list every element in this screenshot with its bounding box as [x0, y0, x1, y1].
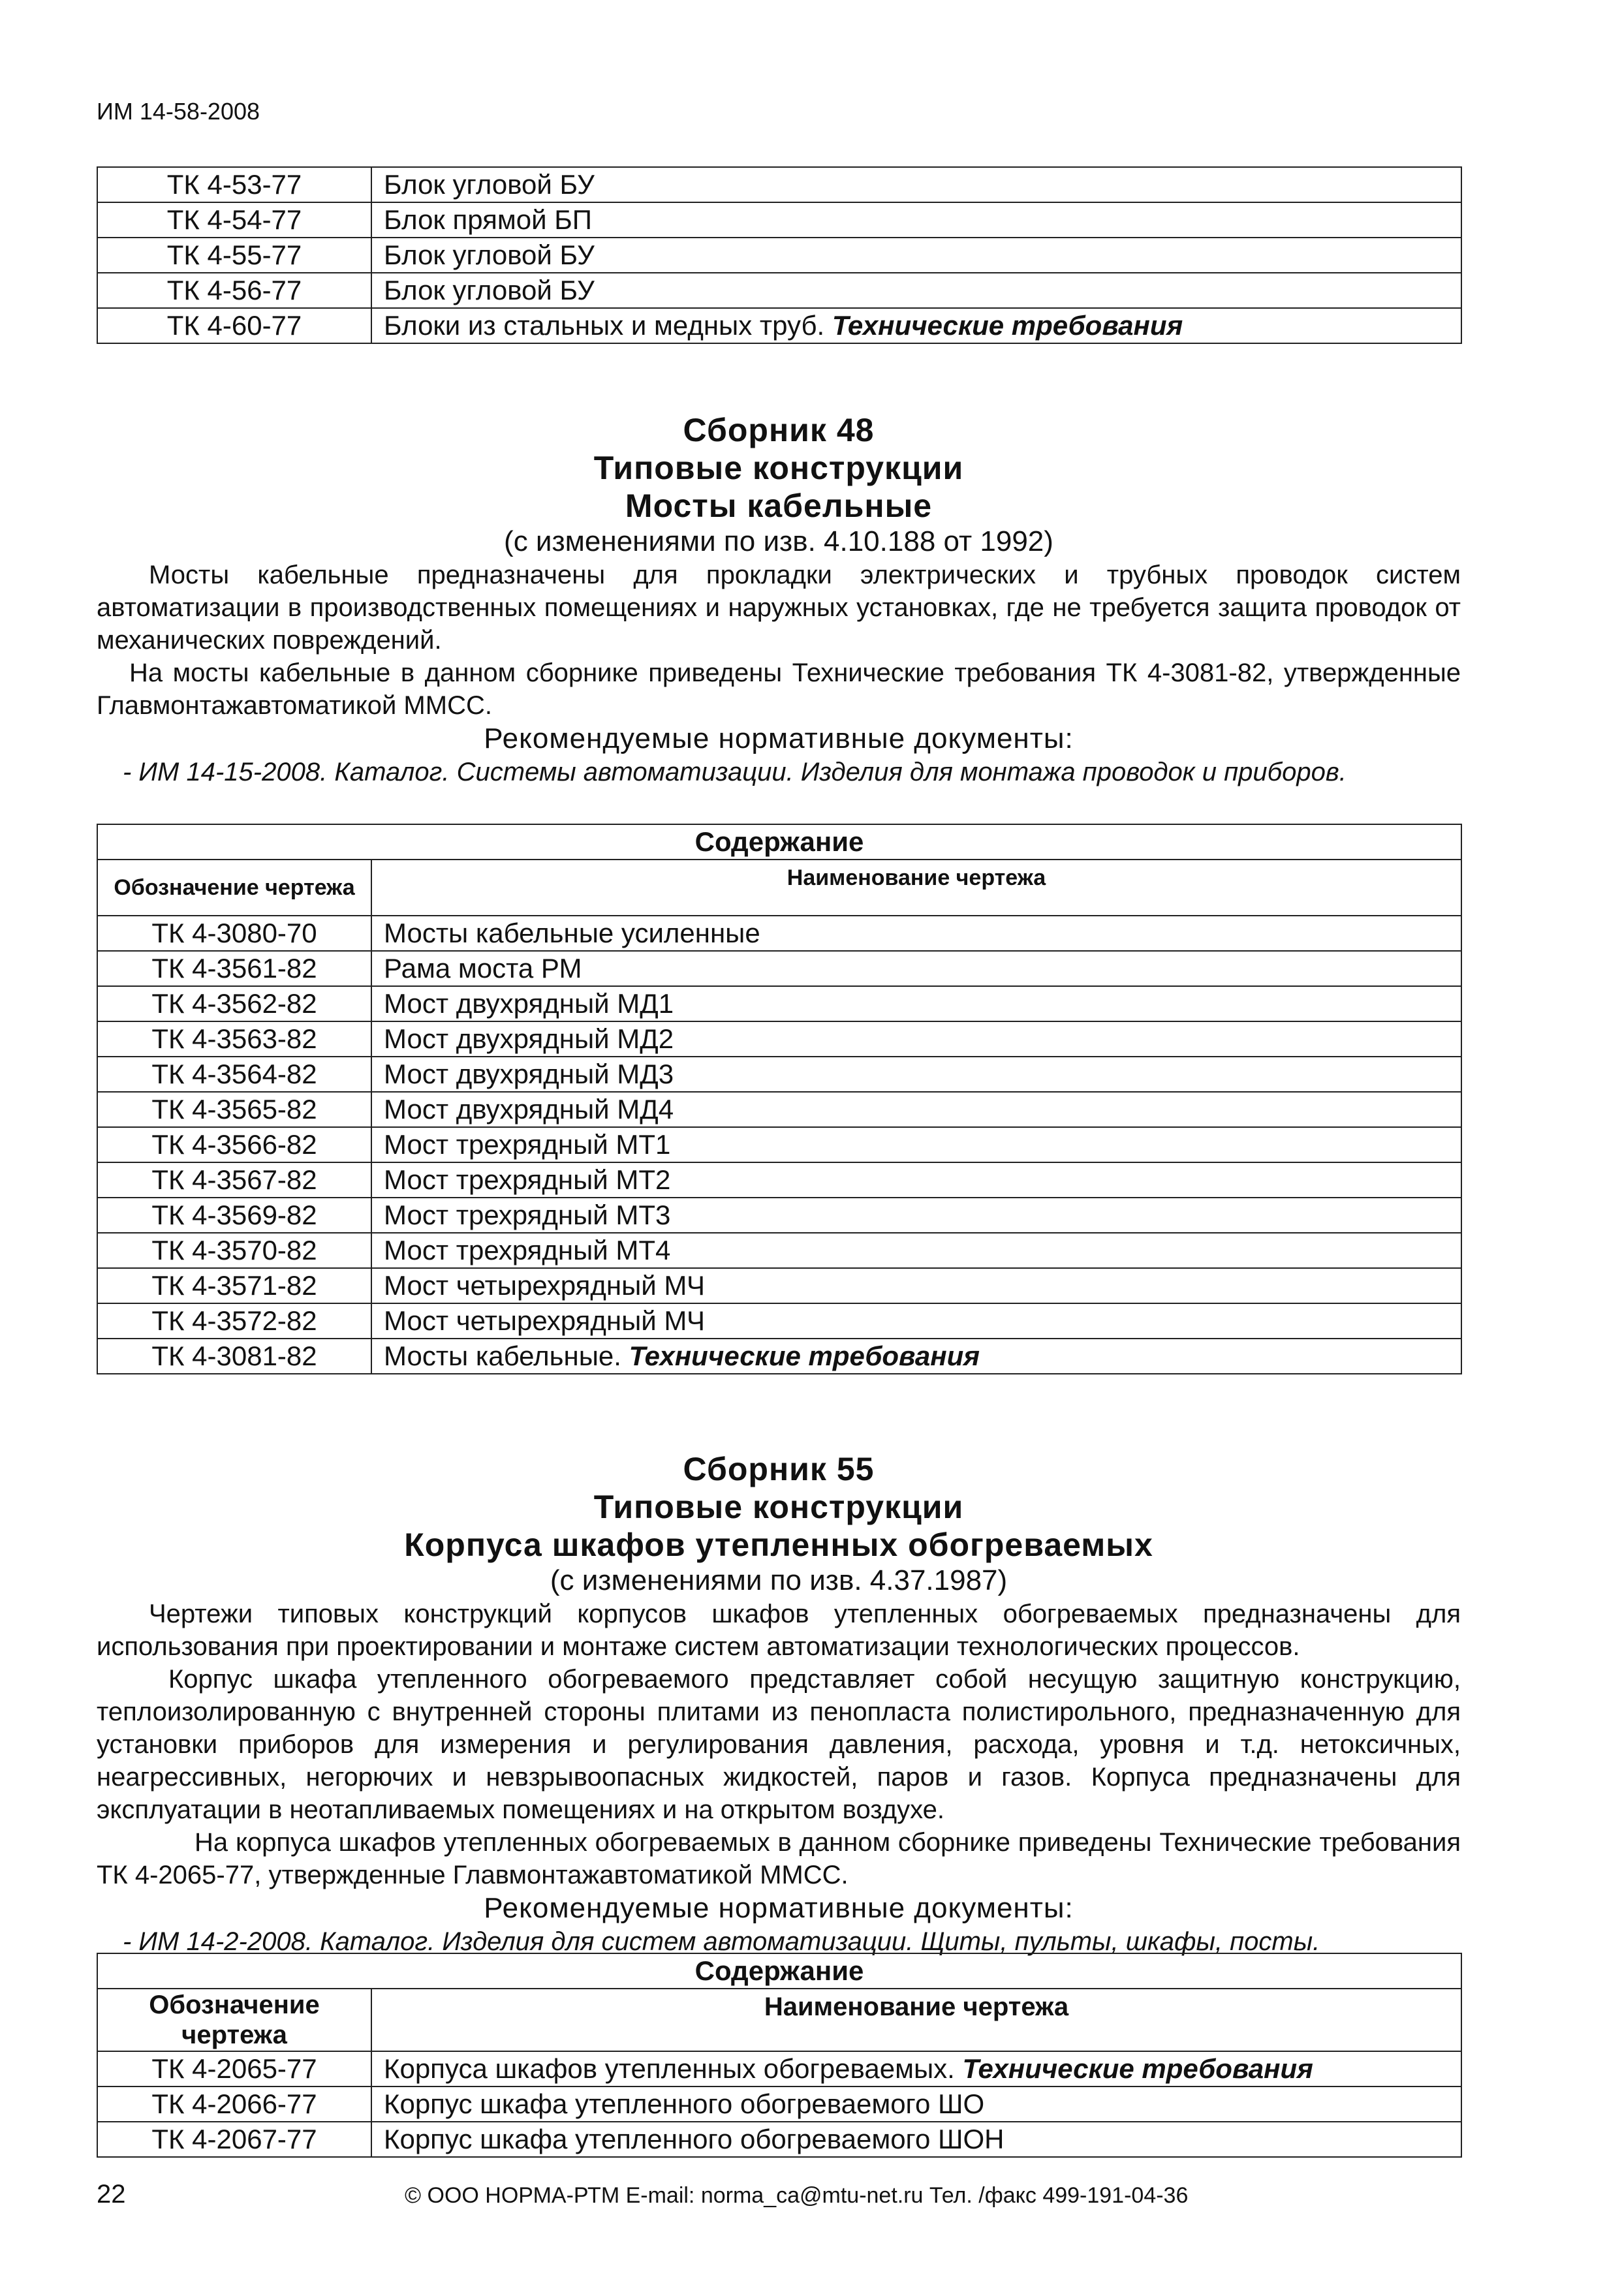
drawing-name	[371, 1303, 1461, 1339]
drawing-name-text: Блок прямой БП	[384, 204, 592, 235]
drawing-name	[371, 167, 1461, 202]
drawing-code: ТК 4-3081-82	[97, 1339, 371, 1374]
table-row	[97, 1233, 1461, 1268]
section-55-name: Корпуса шкафов утепленных обогреваемых	[404, 1527, 1153, 1563]
drawing-name-text: Рама моста РМ	[384, 953, 582, 984]
section-55-changes: (с изменениями по изв. 4.37.1987)	[550, 1564, 1008, 1596]
drawing-code: ТК 4-3570-82	[97, 1233, 371, 1268]
table-row	[97, 1092, 1461, 1127]
drawing-name-text: Корпуса шкафов утепленных обогреваемых.	[384, 2053, 963, 2084]
drawing-name	[371, 238, 1461, 273]
section-48-requirements: На мосты кабельные в данном сборнике приведены Технические требования ТК 4-3081-82, утвержденные Главмонтажавтоматикой ММСС.	[97, 659, 1461, 720]
drawing-name-text: Мост двухрядный МД4	[384, 1094, 674, 1125]
table-row	[97, 986, 1461, 1021]
table-row	[97, 2087, 1461, 2122]
drawing-code: ТК 4-3567-82	[97, 1162, 371, 1198]
drawing-name	[371, 1127, 1461, 1162]
drawing-name	[371, 1162, 1461, 1198]
table-row	[97, 167, 1461, 202]
drawing-name	[371, 1339, 1461, 1374]
section-48-rec-doc: - ИМ 14-15-2008. Каталог. Системы автоматизации. Изделия для монтажа проводок и приборов.	[123, 758, 1347, 786]
drawing-name-text: Блок угловой БУ	[384, 240, 595, 270]
drawing-code: ТК 4-3569-82	[97, 1198, 371, 1233]
table-row	[97, 1198, 1461, 1233]
drawing-name	[371, 2122, 1461, 2157]
drawing-name-text: Мост двухрядный МД1	[384, 988, 674, 1019]
drawing-code: ТК 4-3565-82	[97, 1092, 371, 1127]
table-row	[97, 2051, 1461, 2087]
section-55-title: Сборник 55	[683, 1451, 875, 1487]
drawing-code: ТК 4-3563-82	[97, 1021, 371, 1057]
section-48-table-caption: Содержание	[97, 824, 1461, 860]
drawing-name-text: Мосты кабельные усиленные	[384, 918, 760, 948]
drawing-code: ТК 4-3564-82	[97, 1057, 371, 1092]
drawing-name	[371, 2051, 1461, 2087]
footer-copyright: © ООО НОРМА-РТМ E-mail: norma_ca@mtu-net.ru Тел. /факс 499-191-04-36	[405, 2183, 1189, 2208]
drawing-code: ТК 4-53-77	[97, 167, 371, 202]
section-48-subtitle: Типовые конструкции	[593, 450, 964, 486]
drawing-name-emphasis: Технические требования	[629, 1341, 980, 1371]
drawing-name-text: Мост трехрядный МТ3	[384, 1200, 671, 1230]
drawing-code: ТК 4-3566-82	[97, 1127, 371, 1162]
table-row	[97, 238, 1461, 273]
section-48-changes: (с изменениями по изв. 4.10.188 от 1992)	[504, 525, 1053, 557]
drawing-name-emphasis: Технические требования	[832, 310, 1183, 341]
drawing-name	[371, 1198, 1461, 1233]
drawing-name	[371, 1233, 1461, 1268]
section-48-name: Мосты кабельные	[625, 488, 933, 524]
document-code: ИМ 14-58-2008	[97, 98, 260, 125]
section-48-rec-title: Рекомендуемые нормативные документы:	[484, 722, 1074, 754]
drawing-name-text: Корпус шкафа утепленного обогреваемого ШОН	[384, 2124, 1005, 2154]
drawing-name-text: Корпус шкафа утепленного обогреваемого ШО	[384, 2088, 985, 2119]
drawing-name-text: Мост четырехрядный МЧ	[384, 1305, 705, 1336]
section-55-purpose: Чертежи типовых конструкций корпусов шкафов утепленных обогреваемых предназначены для использования при проектировании и монтаже систем автоматизации технологических процессов.	[97, 1600, 1461, 1661]
table-row	[97, 1127, 1461, 1162]
drawing-name	[371, 951, 1461, 986]
drawing-name-text: Блоки из стальных и медных труб.	[384, 310, 832, 341]
section-55-description: Корпус шкафа утепленного обогреваемого представляет собой несущую защитную конструкцию, теплоизолированную с внутренней стороны плитами из пенопласта полистирольного, предназначенную для установки приборов для измерения и регулирования давления, расхода, уровня и т.д. нетоксичных, неагрессивных, негорючих и невзрывоопасных жидкостей, паров и газов. Корпуса предназначены для эксплуатации в неотапливаемых помещениях и на открытом воздухе.	[97, 1665, 1461, 1824]
section-55-subtitle: Типовые конструкции	[593, 1489, 964, 1525]
section-55-table	[97, 1953, 1462, 2158]
drawing-code: ТК 4-54-77	[97, 202, 371, 238]
section-48-col-code: Обозначение чертежа	[97, 860, 371, 916]
drawing-code: ТК 4-3572-82	[97, 1303, 371, 1339]
top-table	[97, 166, 1462, 344]
drawing-name-text: Мосты кабельные.	[384, 1341, 629, 1371]
drawing-code: ТК 4-2065-77	[97, 2051, 371, 2087]
drawing-code: ТК 4-60-77	[97, 308, 371, 343]
drawing-name-text: Мост трехрядный МТ1	[384, 1129, 671, 1160]
table-row	[97, 1268, 1461, 1303]
table-row	[97, 1021, 1461, 1057]
section-55-table-caption: Содержание	[97, 1953, 1461, 1989]
table-row	[97, 273, 1461, 308]
drawing-name-text: Блок угловой БУ	[384, 275, 595, 305]
table-row	[97, 1339, 1461, 1374]
drawing-name-text: Мост двухрядный МД2	[384, 1023, 674, 1054]
drawing-name	[371, 986, 1461, 1021]
table-row	[97, 2122, 1461, 2157]
section-55-rec-title: Рекомендуемые нормативные документы:	[484, 1892, 1074, 1924]
drawing-code: ТК 4-3571-82	[97, 1268, 371, 1303]
drawing-name	[371, 916, 1461, 951]
table-row	[97, 1057, 1461, 1092]
section-48-col-name: Наименование чертежа	[371, 860, 1461, 916]
drawing-name-text: Мост четырехрядный МЧ	[384, 1270, 705, 1301]
drawing-name-text: Мост трехрядный МТ4	[384, 1235, 671, 1265]
drawing-name	[371, 308, 1461, 343]
drawing-code: ТК 4-2067-77	[97, 2122, 371, 2157]
section-55-col-code: Обозначение чертежа	[97, 1989, 371, 2051]
drawing-code: ТК 4-2066-77	[97, 2087, 371, 2122]
section-55	[97, 1450, 1461, 1958]
drawing-code: ТК 4-55-77	[97, 238, 371, 273]
drawing-code: ТК 4-3562-82	[97, 986, 371, 1021]
drawing-name	[371, 2087, 1461, 2122]
section-55-col-name: Наименование чертежа	[371, 1989, 1461, 2051]
drawing-name	[371, 1268, 1461, 1303]
drawing-name	[371, 202, 1461, 238]
section-48-table	[97, 824, 1462, 1374]
section-55-requirements: На корпуса шкафов утепленных обогреваемых в данном сборнике приведены Технические требования ТК 4-2065-77, утвержденные Главмонтажавтоматикой ММСС.	[97, 1828, 1461, 1889]
drawing-name	[371, 1021, 1461, 1057]
table-row	[97, 202, 1461, 238]
drawing-code: ТК 4-3080-70	[97, 916, 371, 951]
table-row	[97, 1303, 1461, 1339]
drawing-name-text: Мост трехрядный МТ2	[384, 1164, 671, 1195]
drawing-name	[371, 273, 1461, 308]
drawing-name-text: Блок угловой БУ	[384, 169, 595, 200]
section-48-description: Мосты кабельные предназначены для прокладки электрических и трубных проводок систем автоматизации в производственных помещениях и наружных установках, где не требуется защита проводок от механических повреждений.	[97, 561, 1461, 655]
drawing-code: ТК 4-3561-82	[97, 951, 371, 986]
table-row	[97, 308, 1461, 343]
section-48	[97, 411, 1461, 788]
drawing-code: ТК 4-56-77	[97, 273, 371, 308]
table-row	[97, 1162, 1461, 1198]
drawing-name-emphasis: Технические требования	[962, 2053, 1313, 2084]
table-row	[97, 951, 1461, 986]
drawing-name-text: Мост двухрядный МД3	[384, 1059, 674, 1089]
drawing-name	[371, 1092, 1461, 1127]
drawing-name	[371, 1057, 1461, 1092]
table-row	[97, 916, 1461, 951]
section-48-title: Сборник 48	[683, 412, 875, 448]
section-55-rec-doc: - ИМ 14-2-2008. Каталог. Изделия для систем автоматизации. Щиты, пульты, шкафы, посты.	[123, 1927, 1320, 1956]
page-number: 22	[97, 2180, 126, 2209]
